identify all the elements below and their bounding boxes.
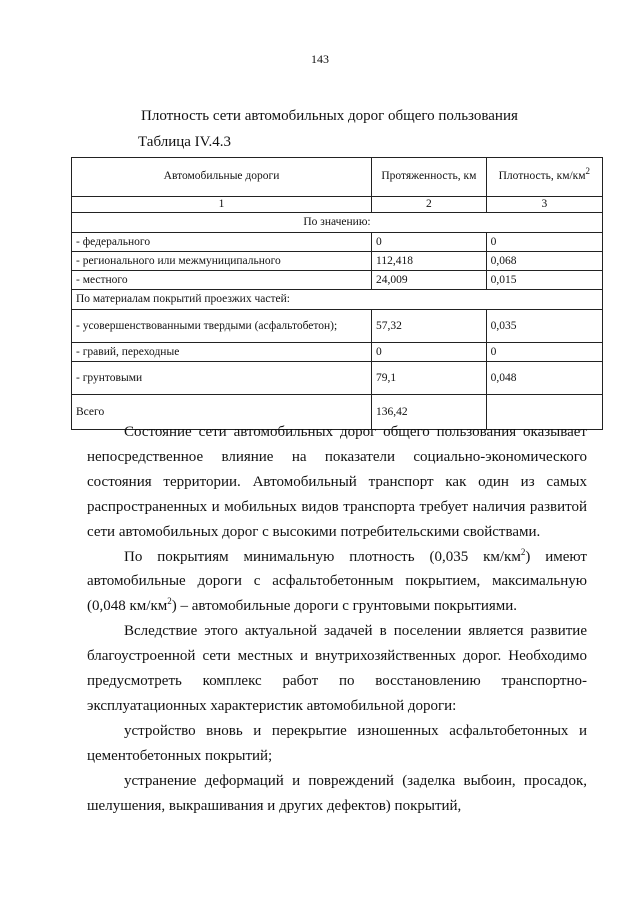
column-number-row [72, 197, 603, 213]
paragraph-text: ) – автомобильные дороги с грунтовыми покрытиями. [171, 598, 518, 615]
paragraph-text: ) имеют автомобильные дороги с асфальтобетонным покрытием, максимальную (0,048 км/км [87, 548, 587, 615]
road-density-table [71, 157, 603, 430]
table-row [72, 310, 603, 343]
section-row [72, 290, 603, 310]
row-name: - местного [72, 271, 372, 290]
header-density-text: Плотность, км/км [498, 170, 586, 183]
row-length: 79,1 [372, 362, 487, 395]
body-text [87, 420, 587, 819]
column-number: 2 [372, 197, 487, 213]
header-roads: Автомобильные дороги [72, 158, 372, 197]
row-name: - федерального [72, 233, 372, 252]
row-length: 0 [372, 343, 487, 362]
total-length: 136,42 [372, 395, 487, 430]
row-name: - грунтовыми [72, 362, 372, 395]
section-row [72, 213, 603, 233]
paragraph-text: По покрытиям минимальную плотность (0,035 км/км [124, 548, 521, 565]
section-by-significance: По значению: [72, 213, 603, 233]
row-density: 0,068 [486, 252, 602, 271]
row-length: 24,009 [372, 271, 487, 290]
total-name: Всего [72, 395, 372, 430]
table-header-row [72, 158, 603, 197]
column-number: 3 [486, 197, 602, 213]
row-density: 0,015 [486, 271, 602, 290]
row-length: 112,418 [372, 252, 487, 271]
table-row [72, 271, 603, 290]
paragraph: устранение деформаций и повреждений (заделка выбоин, просадок, шелушения, выкрашивания и других дефектов) покрытий, [87, 772, 587, 814]
row-density: 0 [486, 233, 602, 252]
row-density: 0,035 [486, 310, 602, 343]
section-by-surface: По материалам покрытий проезжих частей: [72, 290, 603, 310]
row-name: - регионального или межмуниципального [72, 252, 372, 271]
header-density-sup: 2 [585, 166, 591, 177]
table-label: Таблица IV.4.3 [138, 134, 232, 150]
paragraph [87, 545, 587, 620]
table-row [72, 233, 603, 252]
paragraph: Вследствие этого актуальной задачей в поселении является развитие благоустроенной сети местных и внутрихозяйственных дорог. Необходимо предусмотреть комплекс работ по восстановлению транспортно-эксплуатационных характеристик автомобильной дороги: [87, 623, 587, 714]
header-length: Протяженность, км [372, 158, 487, 197]
page-number: 143 [311, 52, 329, 66]
page-title: Плотность сети автомобильных дорог общего пользования [141, 108, 518, 124]
paragraph: Состояние сети автомобильных дорог общего пользования оказывает непосредственное влияние на показатели социально-экономического состояния территории. Автомобильный транспорт как один из самых распространенных и мобильных видов транспорта требует наличия развитой сети автомобильных дорог с высокими потребительскими свойствами. [87, 424, 587, 540]
superscript: 2 [167, 596, 172, 607]
table-row [72, 343, 603, 362]
header-density [486, 158, 602, 197]
column-number: 1 [72, 197, 372, 213]
row-name: - гравий, переходные [72, 343, 372, 362]
table-row [72, 252, 603, 271]
row-density: 0,048 [486, 362, 602, 395]
table-row [72, 362, 603, 395]
row-length: 57,32 [372, 310, 487, 343]
paragraph: устройство вновь и перекрытие изношенных асфальтобетонных и цементобетонных покрытий; [87, 722, 587, 764]
row-density: 0 [486, 343, 602, 362]
row-name: - усовершенствованными твердыми (асфальтобетон); [72, 310, 372, 343]
superscript: 2 [520, 546, 526, 557]
row-length: 0 [372, 233, 487, 252]
